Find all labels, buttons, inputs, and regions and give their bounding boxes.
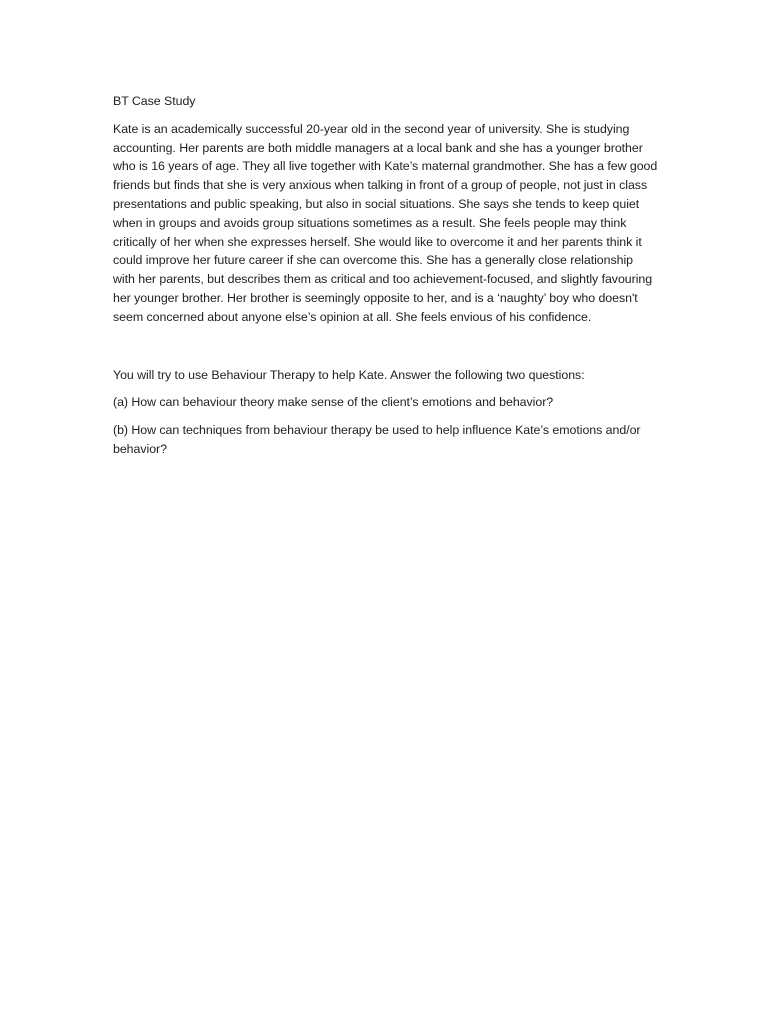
document-body: [113, 92, 658, 459]
document-title: BT Case Study: [113, 94, 196, 108]
case-description-paragraph: Kate is an academically successful 20-year old in the second year of university. She is studying accounting. Her parents are both middle managers at a local bank and she has a younger brother who is 16 years of age. They all live together with Kate’s maternal grandmother. She has a few good friends but finds that she is very anxious when talking in front of a group of people, not just in class presentations and public speaking, but also in social situations. She says she tends to keep quiet when in groups and avoids group situations sometimes as a result. She feels people may think critically of her when she expresses herself. She would like to overcome it and her parents think it could improve her future career if she can overcome this. She has a generally close relationship with her parents, but describes them as critical and too achievement-focused, and slightly favouring her younger brother. Her brother is seemingly opposite to her, and is a ‘naughty’ boy who doesn't seem concerned about anyone else’s opinion at all. She feels envious of his confidence.: [113, 121, 658, 324]
question-a: (a) How can behaviour theory make sense of the client’s emotions and behavior?: [113, 395, 554, 410]
question-b: (b) How can techniques from behaviour therapy be used to help influence Kate’s emotions and/or behavior?: [113, 423, 641, 456]
instruction-text: You will try to use Behaviour Therapy to help Kate. Answer the following two questions:: [113, 367, 585, 382]
